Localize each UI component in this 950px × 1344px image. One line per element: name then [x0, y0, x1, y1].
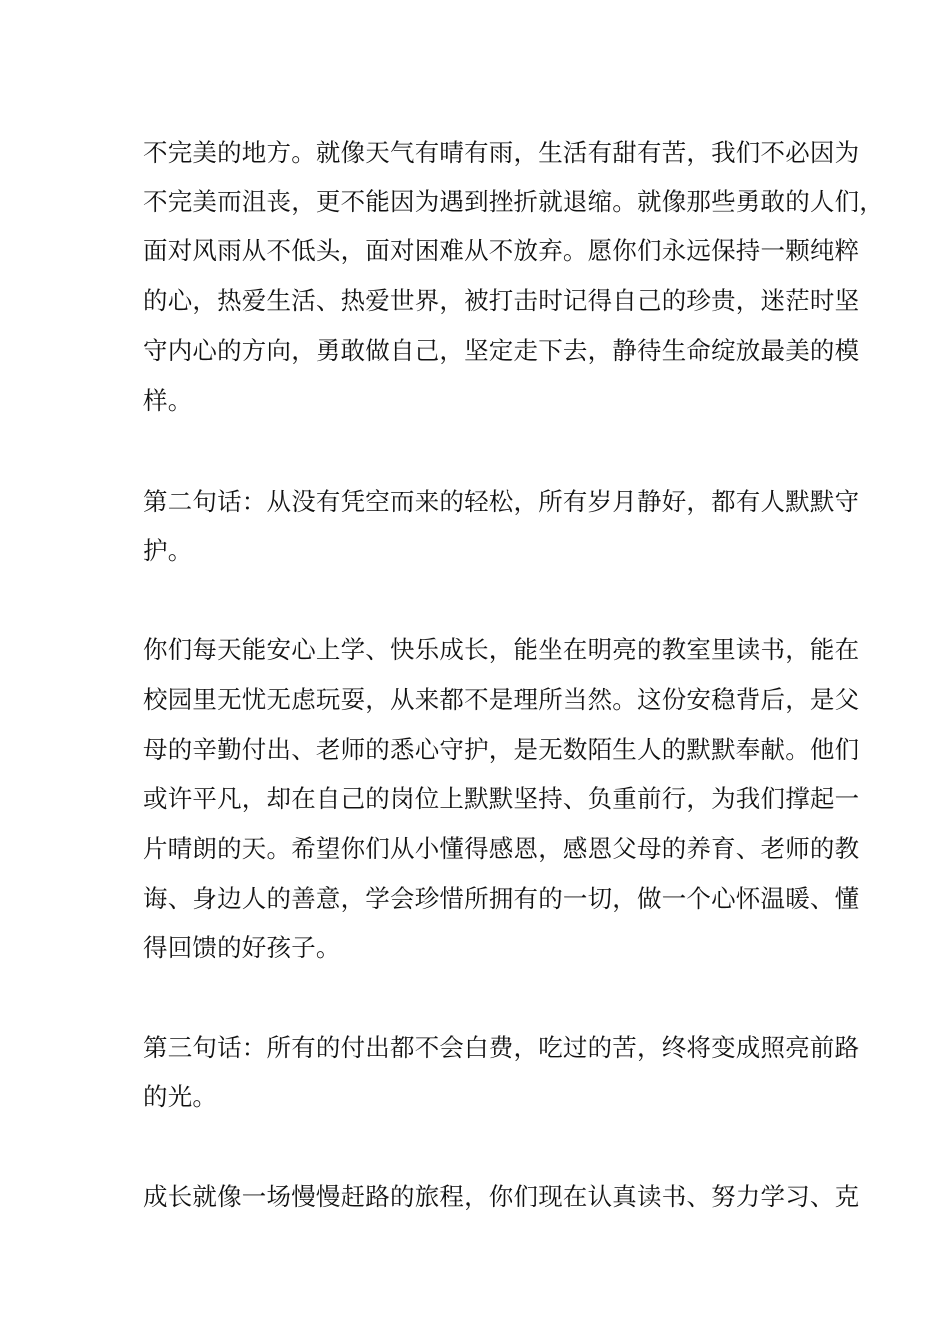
paragraph-line: 守内心的方向，勇敢做自己，坚定走下去，静待生命绽放最美的模 [143, 336, 860, 365]
section-heading: 第三句话：所有的付出都不会白费，吃过的苦，终将变成照亮前路 [143, 1033, 860, 1062]
paragraph-line: 或许平凡，却在自己的岗位上默默坚持、负重前行，为我们撑起一 [143, 784, 860, 813]
paragraph-line: 成长就像一场慢慢赶路的旅程，你们现在认真读书、努力学习、克 [143, 1182, 860, 1211]
paragraph-line: 样。 [143, 386, 193, 415]
paragraph-line: 不完美而沮丧，更不能因为遇到挫折就退缩。就像那些勇敢的人们， [143, 187, 884, 216]
paragraph-line: 你们每天能安心上学、快乐成长，能坐在明亮的教室里读书，能在 [143, 635, 860, 664]
section-heading: 的光。 [143, 1082, 218, 1111]
paragraph-line: 母的辛勤付出、老师的悉心守护，是无数陌生人的默默奉献。他们 [143, 735, 860, 764]
paragraph-line: 校园里无忧无虑玩耍，从来都不是理所当然。这份安稳背后，是父 [143, 685, 860, 714]
paragraph-line: 不完美的地方。就像天气有晴有雨，生活有甜有苦，我们不必因为 [143, 138, 860, 167]
paragraph-line: 面对风雨从不低头，面对困难从不放弃。愿你们永远保持一颗纯粹 [143, 236, 860, 265]
section-heading: 护。 [143, 536, 193, 565]
paragraph-line: 片晴朗的天。希望你们从小懂得感恩，感恩父母的养育、老师的教 [143, 834, 860, 863]
section-heading: 第二句话：从没有凭空而来的轻松，所有岁月静好，都有人默默守 [143, 487, 860, 516]
paragraph-line: 的心，热爱生活、热爱世界，被打击时记得自己的珍贵，迷茫时坚 [143, 286, 860, 315]
paragraph-line: 得回馈的好孩子。 [143, 933, 341, 962]
paragraph-line: 诲、身边人的善意，学会珍惜所拥有的一切，做一个心怀温暖、懂 [143, 884, 860, 913]
